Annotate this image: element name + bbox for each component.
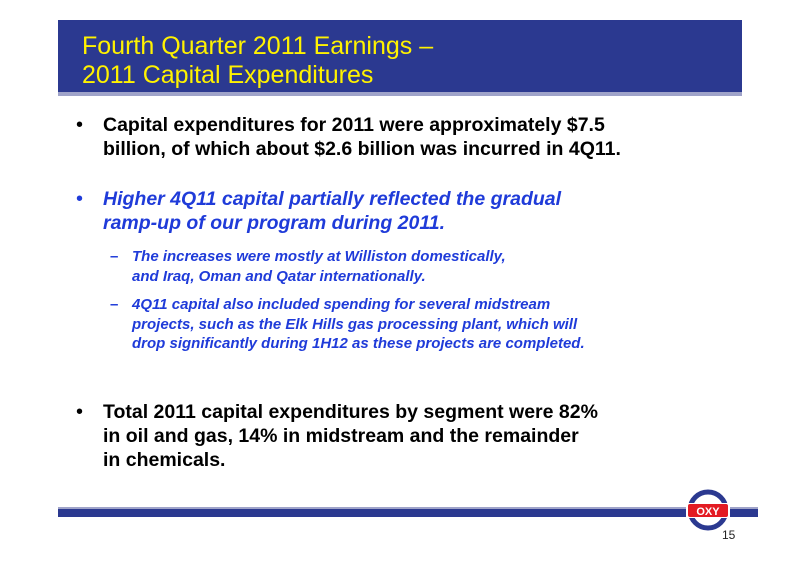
bullet-line: Higher 4Q11 capital partially reflected the gradual — [103, 188, 562, 210]
bullet-marker: • — [76, 401, 84, 423]
sub-bullet-line: drop significantly during 1H12 as these projects are completed. — [132, 335, 585, 352]
title-bar — [58, 20, 742, 96]
footer-bar — [58, 507, 758, 517]
sub-bullet-line: projects, such as the Elk Hills gas processing plant, which will — [132, 315, 578, 333]
bullet-line: in oil and gas, 14% in midstream and the remainder — [103, 425, 579, 447]
bullet-line: billion, of which about $2.6 billion was incurred in 4Q11. — [103, 138, 621, 160]
bullet-line: Total 2011 capital expenditures by segment were 82% — [103, 401, 598, 423]
sub-bullet-marker: – — [110, 248, 119, 265]
bullet-text — [103, 113, 621, 161]
page-number: 15 — [722, 528, 736, 542]
bullet-marker: • — [76, 114, 84, 136]
sub-bullet-text — [132, 295, 585, 354]
bullet-text — [103, 187, 561, 235]
sub-bullet-line: 4Q11 capital also included spending for several midstream — [132, 296, 551, 313]
title-line-1: Fourth Quarter 2011 Earnings – — [82, 32, 434, 60]
logo-text: OXY — [696, 506, 720, 518]
sub-bullet-line: The increases were mostly at Williston domestically, — [132, 248, 506, 265]
bullet-line: in chemicals. — [103, 449, 226, 471]
sub-bullet-marker: – — [110, 296, 119, 313]
bullet-marker: • — [76, 188, 84, 210]
page-title — [82, 32, 433, 90]
bullet-text — [103, 400, 598, 472]
bullet-line: Capital expenditures for 2011 were approximately $7.5 — [103, 114, 605, 136]
sub-bullet-line: and Iraq, Oman and Qatar internationally. — [132, 267, 426, 285]
title-line-2: 2011 Capital Expenditures — [82, 61, 374, 89]
sub-bullet-text — [132, 247, 506, 286]
bullet-line: ramp-up of our program during 2011. — [103, 212, 446, 234]
